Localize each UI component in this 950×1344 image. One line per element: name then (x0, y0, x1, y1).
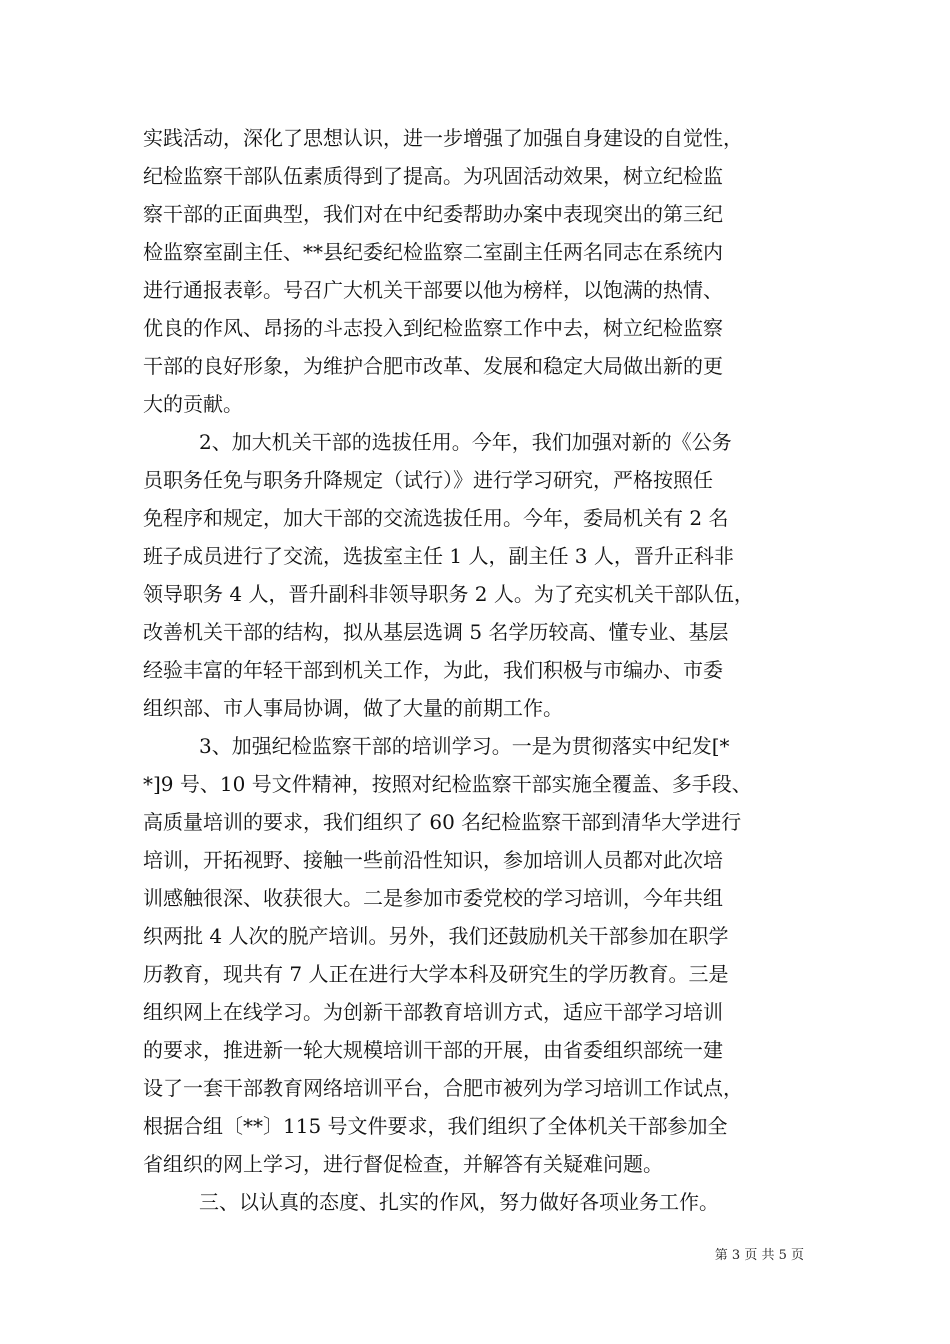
text-line: 纪检监察干部队伍素质得到了提高。为巩固活动效果，树立纪检监 (143, 164, 723, 188)
text-line: 领导职务 4 人，晋升副科非领导职务 2 人。为了充实机关干部队伍， (143, 582, 754, 606)
text-line: 免程序和规定，加大干部的交流选拔任用。今年，委局机关有 2 名 (143, 506, 729, 530)
text-line: 察干部的正面典型，我们对在中纪委帮助办案中表现突出的第三纪 (143, 202, 723, 226)
page-number-footer: 第 3 页 共 5 页 (714, 1248, 804, 1263)
text-line: 的要求，推进新一轮大规模培训干部的开展，由省委组织部统一建 (143, 1038, 723, 1062)
text-line: 进行通报表彰。号召广大机关干部要以他为榜样，以饱满的热情、 (143, 278, 723, 302)
text-line: 实践活动，深化了思想认识，进一步增强了加强自身建设的自觉性， (143, 126, 743, 150)
text-line: 员职务任免与职务升降规定（试行）》进行学习研究，严格按照任 (143, 468, 713, 492)
text-line: 大的贡献。 (143, 392, 243, 416)
text-line: 历教育，现共有 7 人正在进行大学本科及研究生的学历教育。三是 (143, 962, 729, 986)
text-line: 班子成员进行了交流，选拔室主任 1 人，副主任 3 人，晋升正科非 (143, 544, 734, 568)
text-line: *]9 号、10 号文件精神，按照对纪检监察干部实施全覆盖、多手段、 (143, 772, 752, 796)
text-line: 干部的良好形象，为维护合肥市改革、发展和稳定大局做出新的更 (143, 354, 723, 378)
text-line: 根据合组〔**〕115 号文件要求，我们组织了全体机关干部参加全 (143, 1114, 728, 1138)
text-line: 省组织的网上学习，进行督促检查，并解答有关疑难问题。 (143, 1152, 663, 1176)
section-heading: 三、以认真的态度、扎实的作风，努力做好各项业务工作。 (199, 1190, 719, 1214)
text-line: 组织网上在线学习。为创新干部教育培训方式，适应干部学习培训 (143, 1000, 723, 1024)
text-line: 组织部、市人事局协调，做了大量的前期工作。 (143, 696, 563, 720)
text-line: 培训，开拓视野、接触一些前沿性知识，参加培训人员都对此次培 (143, 848, 723, 872)
text-line: 设了一套干部教育网络培训平台，合肥市被列为学习培训工作试点， (143, 1076, 743, 1100)
text-line: 织两批 4 人次的脱产培训。另外，我们还鼓励机关干部参加在职学 (143, 924, 729, 948)
paragraph-start-line: 3、加强纪检监察干部的培训学习。一是为贯彻落实中纪发[* (199, 734, 730, 758)
text-line: 检监察室副主任、**县纪委纪检监察二室副主任两名同志在系统内 (143, 240, 723, 264)
text-line: 高质量培训的要求，我们组织了 60 名纪检监察干部到清华大学进行 (143, 810, 742, 834)
text-line: 训感触很深、收获很大。二是参加市委党校的学习培训，今年共组 (143, 886, 723, 910)
text-line: 优良的作风、昂扬的斗志投入到纪检监察工作中去，树立纪检监察 (143, 316, 723, 340)
text-line: 经验丰富的年轻干部到机关工作，为此，我们积极与市编办、市委 (143, 658, 723, 682)
paragraph-start-line: 2、加大机关干部的选拔任用。今年，我们加强对新的《公务 (199, 430, 732, 454)
text-line: 改善机关干部的结构，拟从基层选调 5 名学历较高、懂专业、基层 (143, 620, 729, 644)
